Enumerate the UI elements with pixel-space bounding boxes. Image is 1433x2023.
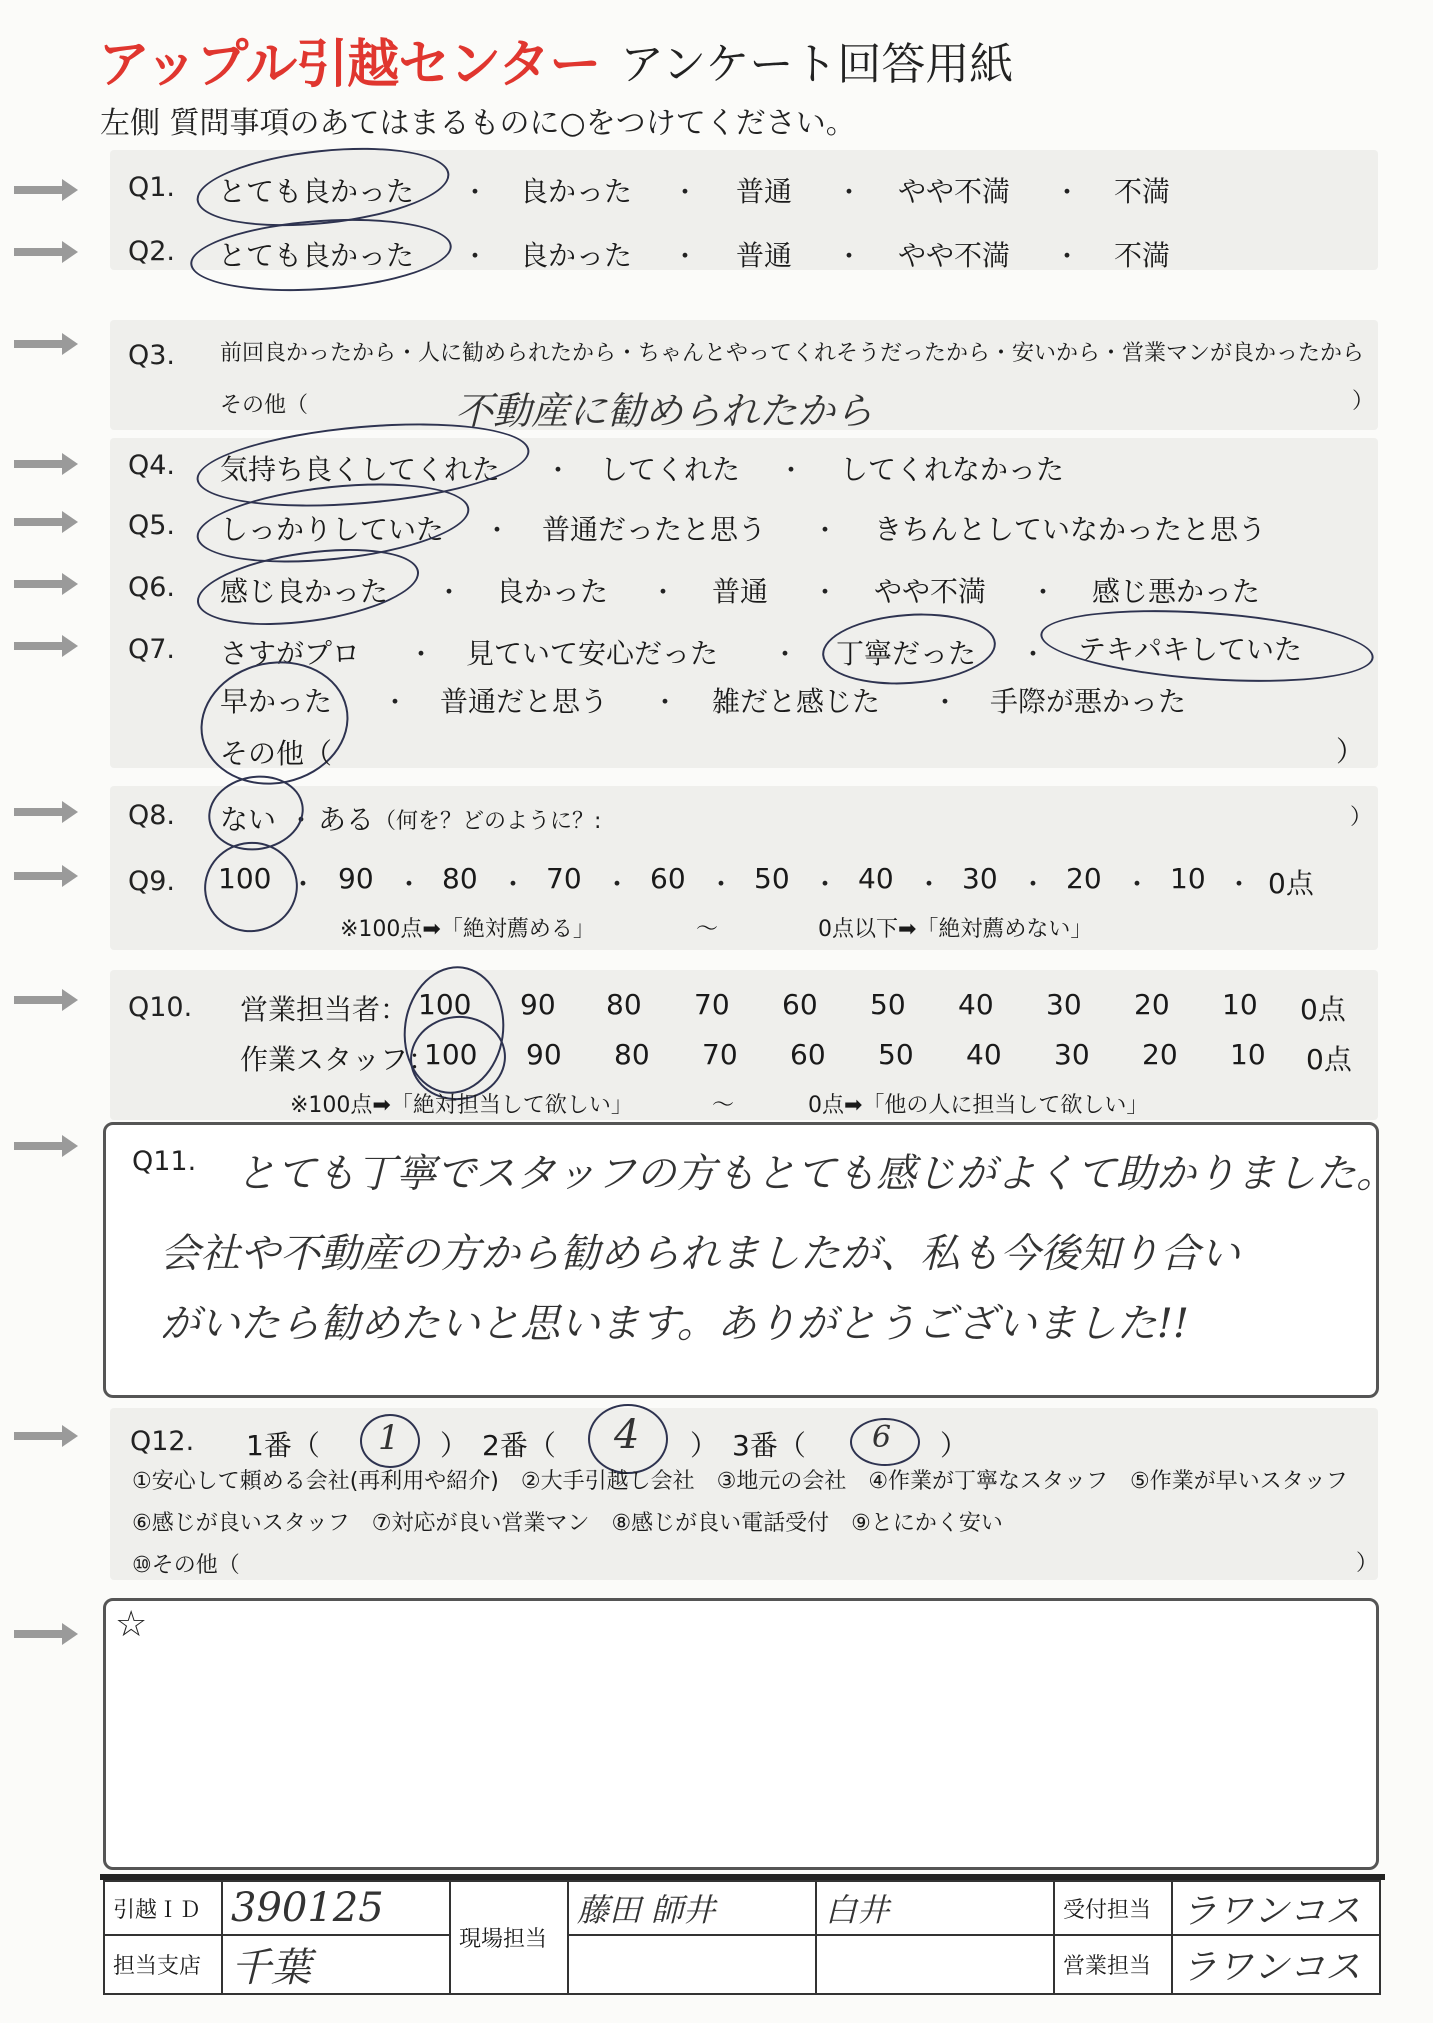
q10-sales-score[interactable]: 70 [694,988,730,1021]
separator-dot: ・ [288,806,315,836]
separator-dot: ・ [382,688,409,718]
q10-sales-label: 営業担当者： [240,993,409,1026]
arrow-icon [14,340,64,348]
q7-close-paren: ） [1336,735,1365,768]
answer-circle [850,1418,920,1466]
separator-dot: ・ [290,870,317,900]
q10-sales-score[interactable]: 40 [958,988,994,1021]
separator-dot: ・ [408,640,435,670]
q1-option[interactable]: 不満 [1114,175,1171,208]
q6-option[interactable]: 良かった [496,575,609,608]
q2-option[interactable]: とても良かった [218,239,415,272]
free-comment-box[interactable] [103,1598,1379,1870]
arrow-icon [14,1432,64,1440]
q11-answer-line: 会社や不動産の方から勧められましたが、私も今後知り合い [160,1231,1240,1277]
q2-label: Q2. [128,236,176,267]
q8-option-some[interactable]: ある [318,803,375,836]
arrow-icon [14,186,64,194]
q12-third-label: ） 3番（ [690,1429,806,1462]
star-icon: ☆ [115,1604,148,1645]
q7-option[interactable]: 手際が悪かった [990,685,1187,718]
q6-option[interactable]: やや不満 [874,575,987,608]
q10-staff-score[interactable]: 50 [878,1038,914,1071]
q2-option[interactable]: 不満 [1114,239,1171,272]
separator-dot: ・ [1030,578,1057,608]
separator-dot: ・ [836,178,863,208]
q10-sales-score[interactable]: 90 [520,988,556,1021]
q7-option[interactable]: 普通だと思う [440,685,609,718]
q9-score[interactable]: 30 [962,862,998,895]
separator-dot: ・ [812,870,839,900]
q12-choices-row: ①安心して頼める会社(再利用や紹介) ②大手引越し会社 ③地元の会社 ④作業が丁寧なスタッフ ⑤作業が早いスタッフ [132,1469,1348,1494]
q9-score[interactable]: 40 [858,862,894,895]
separator-dot: ・ [708,870,735,900]
separator-dot: ・ [396,870,423,900]
q6-option[interactable]: 感じ良かった [220,575,389,608]
q4-label: Q4. [128,450,176,481]
q10-staff-score[interactable]: 80 [614,1038,650,1071]
q9-score[interactable]: 10 [1170,862,1206,895]
q12-close-paren: ） [1356,1551,1379,1576]
separator-dot: ・ [462,242,489,272]
q6-option[interactable]: 感じ悪かった [1092,575,1261,608]
q9-note-right: 0点以下➡「絶対薦めない」 [818,917,1093,942]
q1-option[interactable]: とても良かった [218,175,415,208]
q10-sales-score[interactable]: 20 [1134,988,1170,1021]
sales-label: 営業担当 [1054,1935,1172,1994]
separator-dot: ・ [1054,178,1081,208]
q10-staff-score[interactable]: 20 [1142,1038,1178,1071]
q7-option[interactable]: 見ていて安心だった [466,637,719,670]
q10-staff-score[interactable]: 30 [1054,1038,1090,1071]
q10-staff-score[interactable]: 0点 [1306,1043,1352,1076]
q7-option[interactable]: テキパキしていた [1078,633,1303,666]
document-title: アンケート回答用紙 [620,39,1014,90]
brand-title: アップル引越センター [98,35,601,95]
arrow-icon [14,808,64,816]
q3-close-paren: ） [1352,389,1375,414]
q1-option[interactable]: やや不満 [898,175,1011,208]
q7-option[interactable]: 丁寧だった [836,637,977,670]
arrow-icon [14,872,64,880]
q1-option[interactable]: 良かった [520,175,633,208]
separator-dot: ・ [604,870,631,900]
q5-option[interactable]: しっかりしていた [220,513,445,546]
q7-other-label: その他（ [220,737,333,770]
separator-dot: ・ [650,578,677,608]
q12-label: Q12. [130,1426,195,1457]
q9-score[interactable]: 90 [338,862,374,895]
separator-dot: ・ [812,516,839,546]
answer-circle [360,1414,420,1468]
separator-dot: ・ [836,242,863,272]
separator-dot: ・ [484,516,511,546]
q11-label: Q11. [132,1146,197,1177]
q7-option[interactable]: さすがプロ [220,637,361,670]
arrow-icon [14,518,64,526]
separator-dot: ・ [652,688,679,718]
q10-note-tilde: 〜 [712,1093,735,1118]
q10-sales-score[interactable]: 50 [870,988,906,1021]
site-staff-extra[interactable] [816,1935,1054,1994]
site-staff-1[interactable]: 藤田 師井 [568,1881,816,1935]
q10-staff-score[interactable]: 10 [1230,1038,1266,1071]
separator-dot: ・ [812,578,839,608]
q4-option[interactable]: 気持ち良くしてくれた [220,453,501,486]
arrow-icon [14,580,64,588]
separator-dot: ・ [672,242,699,272]
q10-staff-score[interactable]: 100 [424,1038,478,1071]
q3-label: Q3. [128,340,176,371]
reception-value[interactable]: ラワンコス [1172,1881,1380,1935]
separator-dot: ・ [1054,242,1081,272]
q5-label: Q5. [128,510,176,541]
q1-label: Q1. [128,172,176,203]
q10-sales-score[interactable]: 0点 [1300,993,1346,1026]
q12-close-paren: ） [940,1429,969,1462]
q12-third-value[interactable]: 6 [872,1420,892,1455]
q8-close-paren: ） [1350,805,1373,830]
q8-option-none[interactable]: ない [220,803,277,836]
q2-option[interactable]: 良かった [520,239,633,272]
q8-detail-label: （何を？どのように？: [374,809,602,834]
q10-label: Q10. [128,992,193,1023]
q9-score[interactable]: 0点 [1268,867,1314,900]
q9-label: Q9. [128,866,176,897]
q8-label: Q8. [128,800,176,831]
q4-option[interactable]: してくれなかった [840,453,1065,486]
arrow-icon [14,460,64,468]
q10-sales-score[interactable]: 10 [1222,988,1258,1021]
q5-option[interactable]: 普通だったと思う [542,513,767,546]
q10-note-right: 0点➡「他の人に担当して欲しい」 [808,1093,1149,1118]
q9-note-left: ※100点➡「絶対薦める」 [340,917,595,942]
separator-dot: ・ [1124,870,1151,900]
q9-score[interactable]: 20 [1066,862,1102,895]
arrow-icon [14,996,64,1004]
q10-sales-score[interactable]: 30 [1046,988,1082,1021]
q10-sales-score[interactable]: 100 [418,988,472,1021]
arrow-icon [14,248,64,256]
separator-dot: ・ [672,178,699,208]
instruction-text: 左側 質問事項のあてはまるものに○をつけてください。 [100,106,856,141]
q10-staff-score[interactable]: 70 [702,1038,738,1071]
separator-dot: ・ [545,456,572,486]
site-staff-extra[interactable] [568,1935,816,1994]
q9-score[interactable]: 50 [754,862,790,895]
q1-option[interactable]: 普通 [736,175,793,208]
q3-other-label: その他（ [220,393,309,418]
q11-answer-line: がいたら勧めたいと思います。ありがとうございました!! [160,1301,1189,1347]
footer-table [103,1880,1381,1995]
separator-dot: ・ [1020,640,1047,670]
site-staff-label: 現場担当 [450,1881,568,1994]
q9-score[interactable]: 80 [442,862,478,895]
q7-option[interactable]: 雑だと感じた [712,685,881,718]
reception-label: 受付担当 [1054,1881,1172,1935]
q10-staff-score[interactable]: 60 [790,1038,826,1071]
q3-other-answer: 不動産に勧められたから [455,389,874,433]
move-id-label: 引越ＩＤ [104,1881,222,1935]
q10-staff-label: 作業スタッフ： [240,1043,437,1076]
separator-dot: ・ [778,456,805,486]
arrow-icon [14,1630,64,1638]
q11-answer-line: とても丁寧でスタッフの方もとても感じがよくて助かりました。 [236,1151,1396,1197]
separator-dot: ・ [916,870,943,900]
q12-choices-row: ⑩その他（ [132,1553,240,1578]
q2-option[interactable]: 普通 [736,239,793,272]
branch-label: 担当支店 [104,1935,222,1994]
separator-dot: ・ [1020,870,1047,900]
separator-dot: ・ [462,178,489,208]
q7-option[interactable]: 早かった [220,685,333,718]
q10-staff-score[interactable]: 90 [526,1038,562,1071]
q9-note-tilde: 〜 [696,917,719,942]
site-staff-2[interactable]: 白井 [816,1881,1054,1935]
separator-dot: ・ [436,578,463,608]
separator-dot: ・ [1226,870,1253,900]
q4-option[interactable]: してくれた [600,453,741,486]
q12-second-value[interactable]: 4 [614,1412,640,1458]
q10-staff-score[interactable]: 40 [966,1038,1002,1071]
q10-sales-score[interactable]: 80 [606,988,642,1021]
separator-dot: ・ [772,640,799,670]
q9-score[interactable]: 70 [546,862,582,895]
q3-options-line: 前回良かったから・人に勧められたから・ちゃんとやってくれそうだったから・安いから・営業マンが良かったから [220,341,1365,366]
q12-second-label: ） 2番（ [440,1429,556,1462]
arrow-icon [14,642,64,650]
q2-option[interactable]: やや不満 [898,239,1011,272]
q9-score[interactable]: 60 [650,862,686,895]
q5-option[interactable]: きちんとしていなかったと思う [874,513,1267,546]
q10-note-left: ※100点➡「絶対担当して欲しい」 [290,1093,633,1118]
move-id-value[interactable]: 390125 [222,1881,450,1935]
q7-label: Q7. [128,634,176,665]
q9-score[interactable]: 100 [218,862,272,895]
q6-option[interactable]: 普通 [712,575,769,608]
q10-sales-score[interactable]: 60 [782,988,818,1021]
sales-value[interactable]: ラワンコス [1172,1935,1380,1994]
separator-dot: ・ [500,870,527,900]
q12-first-value[interactable]: 1 [378,1418,400,1458]
branch-value[interactable]: 千葉 [222,1935,450,1994]
q12-first-label: 1番（ [246,1429,320,1462]
arrow-icon [14,1142,64,1150]
separator-dot: ・ [932,688,959,718]
q12-choices-row: ⑥感じが良いスタッフ ⑦対応が良い営業マン ⑧感じが良い電話受付 ⑨とにかく安い [132,1511,1003,1536]
q6-label: Q6. [128,572,176,603]
